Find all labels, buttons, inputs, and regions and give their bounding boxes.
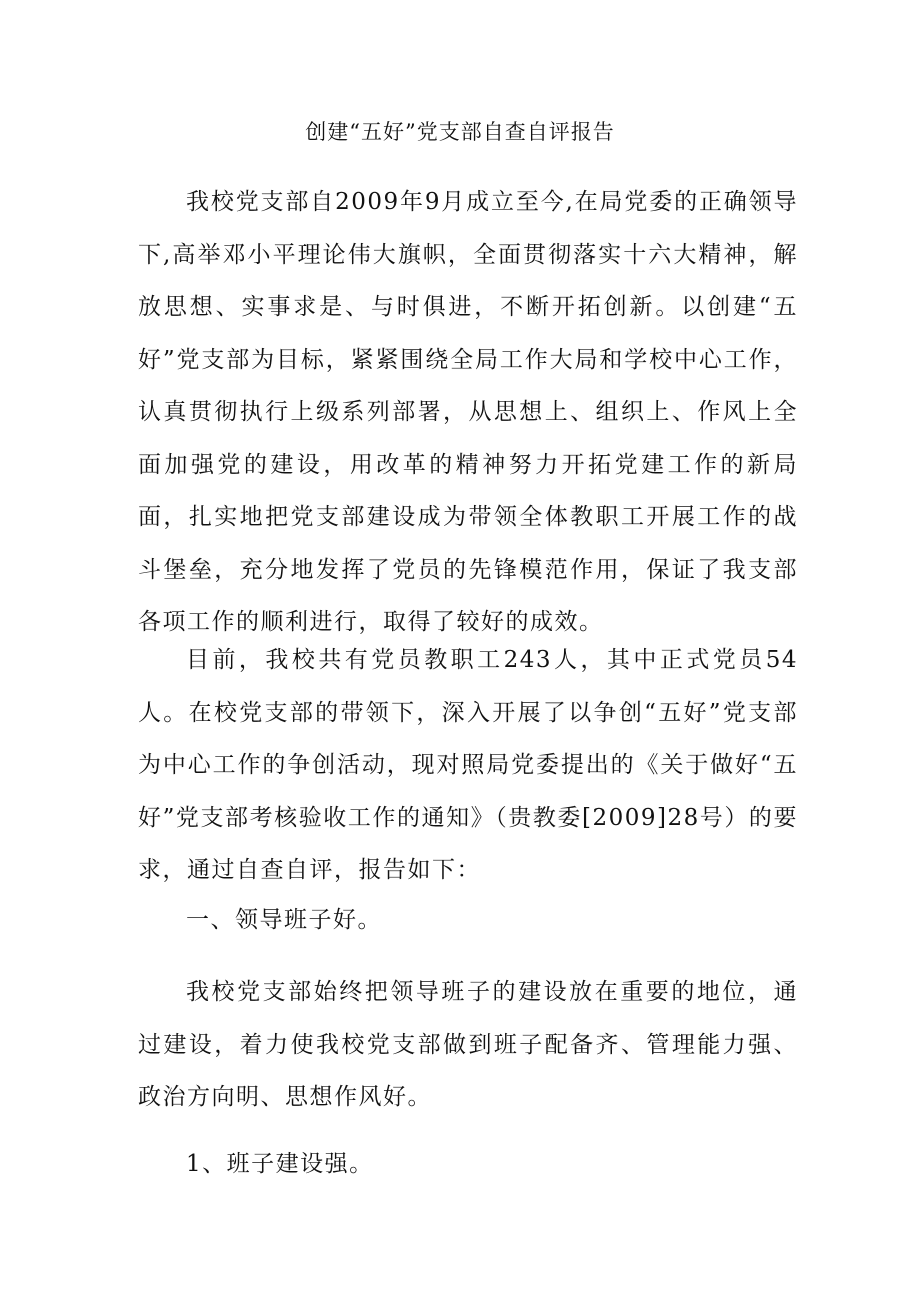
section-heading-leadership: 一、领导班子好。 bbox=[186, 907, 382, 933]
paragraph-intro: 我校党支部自2009年9月成立至今,在局党委的正确领导下,高举邓小平理论伟大旗帜，全面贯彻落实十六大精神，解放思想、实事求是、与时俱进，不断开拓创新。以创建“五好”党支部为目标，紧紧围绕全局工作大局和学校中心工作，认真贯彻执行上级系列部署，从思想上、组织上、作风上全面加强党的建设，用改革的精神努力开拓党建工作的新局面，扎实地把党支部建设成为带领全体教职工开展工作的战斗堡垒，充分地发挥了党员的先锋模范作用，保证了我支部各项工作的顺利进行，取得了较好的成效。 bbox=[138, 189, 798, 635]
document-title: 创建“五好”党支部自查自评报告 bbox=[305, 120, 615, 144]
paragraph-membership: 目前，我校共有党员教职工243人，其中正式党员54人。在校党支部的带领下，深入开展了以争创“五好”党支部为中心工作的争创活动，现对照局党委提出的《关于做好“五好”党支部考核验收工作的通知》（贵教委[2009]28号）的要求，通过自查自评，报告如下： bbox=[138, 647, 798, 883]
paragraph-leadership: 我校党支部始终把领导班子的建设放在重要的地位，通过建设，着力使我校党支部做到班子配备齐、管理能力强、政治方向明、思想作风好。 bbox=[138, 979, 798, 1110]
subsection-heading-team: 1、班子建设强。 bbox=[186, 1151, 374, 1177]
